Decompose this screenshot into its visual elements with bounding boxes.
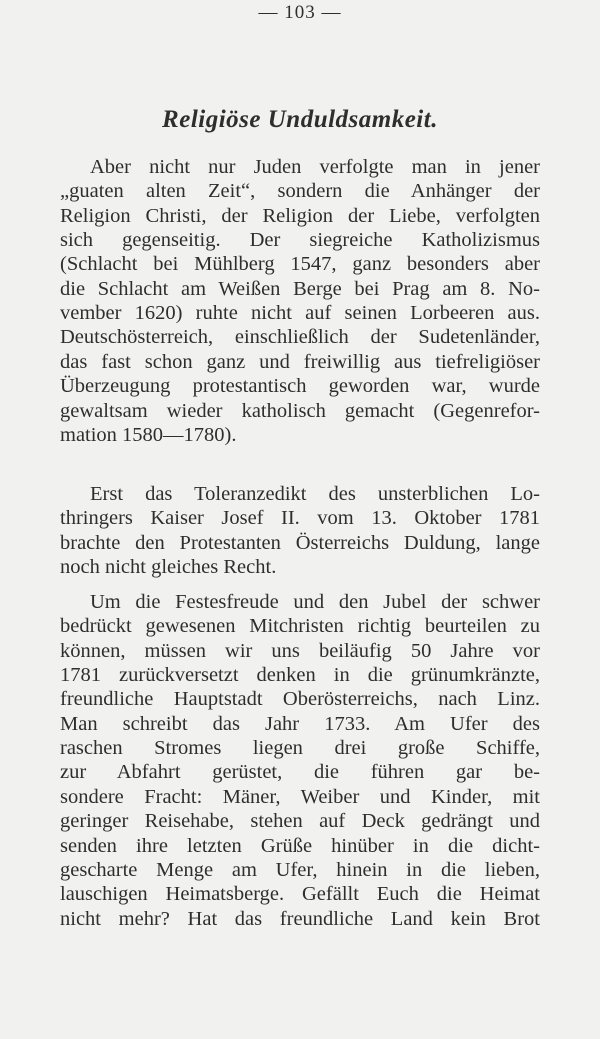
chapter-title: Religiöse Unduldsamkeit. (162, 106, 438, 133)
page-number: — 103 — (258, 2, 342, 23)
text-line: noch nicht gleiches Recht. (60, 556, 277, 579)
text-line: die Schlacht am Weißen Berge bei Prag am 8. No- (60, 277, 540, 300)
text-line: das fast schon ganz und freiwillig aus tiefreligiöser (60, 350, 540, 373)
text-line: thringers Kaiser Josef II. vom 13. Oktober 1781 (60, 507, 540, 530)
text-line: brachte den Protestanten Österreichs Duldung, lange (60, 531, 540, 554)
text-line: „guaten alten Zeit“, sondern die Anhänger der (60, 180, 540, 203)
text-line: freundliche Hauptstadt Oberösterreichs, nach Linz. (60, 688, 540, 711)
text-line: gescharte Menge am Ufer, hinein in die lieben, (60, 858, 540, 881)
text-line: Religion Christi, der Religion der Liebe, verfolgten (60, 204, 540, 227)
text-line: Aber nicht nur Juden verfolgte man in jener (90, 156, 540, 178)
text-line: Deutschösterreich, einschließlich der Sudetenländer, (60, 326, 540, 349)
text-line: raschen Stromes liegen drei große Schiffe, (60, 737, 540, 760)
text-line: Überzeugung protestantisch geworden war, wurde (60, 375, 540, 398)
text-line: gewaltsam wieder katholisch gemacht (Gegenrefor- (60, 399, 540, 422)
text-line: senden ihre letzten Grüße hinüber in die dicht- (60, 834, 540, 857)
text-line: zur Abfahrt gerüstet, die führen gar be- (60, 761, 540, 784)
text-line: nicht mehr? Hat das freundliche Land kein Brot (60, 907, 540, 930)
text-line: mation 1580—1780). (60, 423, 237, 446)
text-line: sich gegenseitig. Der siegreiche Katholizismus (60, 229, 540, 252)
text-line: 1781 zurückversetzt denken in die grünumkränzte, (60, 664, 540, 687)
text-line: Erst das Toleranzedikt des unsterblichen Lo- (90, 483, 540, 505)
text-line: (Schlacht bei Mühlberg 1547, ganz besonders aber (60, 253, 540, 276)
text-line: Um die Festesfreude und den Jubel der schwer (90, 591, 540, 613)
text-line: können, müssen wir uns beiläufig 50 Jahre vor (60, 639, 540, 662)
text-line: lauschigen Heimatsberge. Gefällt Euch die Heimat (60, 883, 540, 906)
text-line: geringer Reisehabe, stehen auf Deck gedrängt und (60, 810, 540, 833)
text-line: sondere Fracht: Mäner, Weiber und Kinder, mit (60, 785, 540, 808)
text-line: bedrückt gewesenen Mitchristen richtig beurteilen zu (60, 615, 540, 638)
text-line: vember 1620) ruhte nicht auf seinen Lorbeeren aus. (60, 302, 540, 325)
text-line: Man schreibt das Jahr 1733. Am Ufer des (60, 712, 540, 735)
